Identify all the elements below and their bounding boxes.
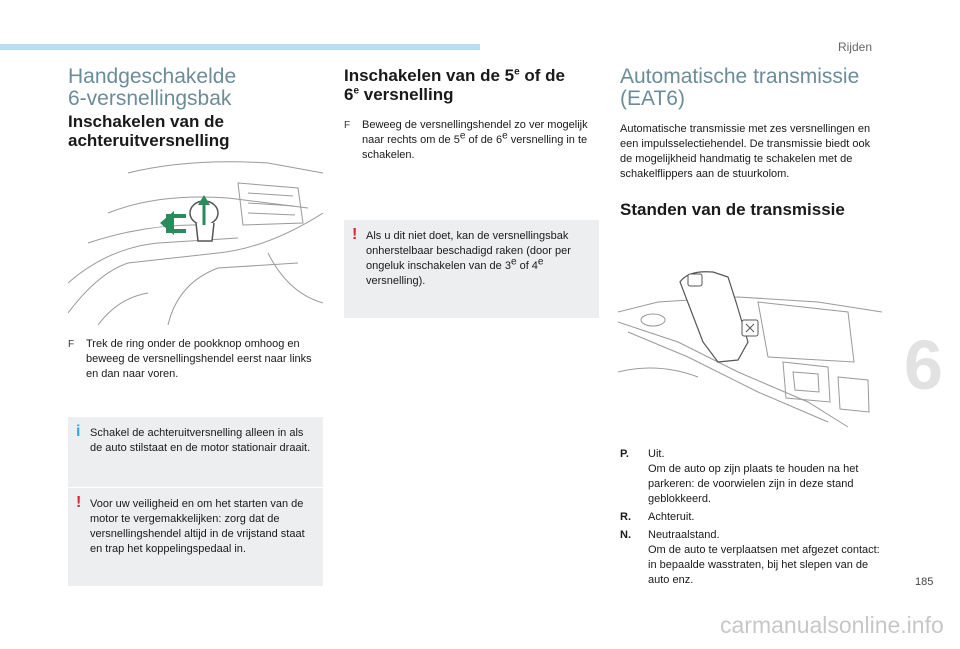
manual-gear-lever-illustration	[68, 153, 323, 325]
automatic-selector-illustration	[618, 262, 882, 437]
column-fifth-sixth-gear	[344, 66, 599, 163]
column-manual-gearbox	[68, 66, 323, 150]
manual-gearbox-title: Handgeschakelde 6-versnellingsbak	[68, 65, 237, 110]
warning-icon: !	[352, 226, 358, 243]
fifth-sixth-gear-instruction: F Beweeg de versnellingshendel zo ver mogelijk naar rechts om de 5e of de 6e versnelling in te schakelen.	[344, 119, 588, 161]
list-item: N. Neutraalstand. Om de auto te verplaatsen met afgezet contact: in bepaalde wasstraten, bij het slepen van de auto enz.	[620, 529, 880, 586]
info-icon: i	[76, 423, 81, 440]
transmission-positions-list	[620, 447, 880, 591]
chapter-number: 6	[904, 326, 943, 404]
transmission-positions-subtitle: Standen van de transmissie	[620, 200, 845, 219]
reverse-gear-subtitle: Inschakelen van de achteruitversnelling	[68, 112, 230, 150]
bullet-marker: F	[344, 120, 351, 131]
section-header: Rijden	[837, 40, 872, 54]
automatic-transmission-intro: Automatische transmissie met zes versnellingen en een impulsselectiehendel. De transmissie biedt ook de mogelijkheid handmatig te schakelen met de schakelflippers aan de stuurkolom.	[620, 123, 871, 180]
list-item: P. Uit. Om de auto op zijn plaats te houden na het parkeren: de voorwielen zijn in deze stand geblokkeerd.	[620, 448, 859, 505]
fifth-sixth-gear-title: Inschakelen van de 5e of de 6e versnelling	[344, 66, 565, 104]
warning-note-gearbox: ! Als u dit niet doet, kan de versnellingsbak onherstelbaar beschadigd raken (door per ongeluk inschakelen van de 3e of 4e versnelling).	[344, 220, 599, 318]
info-note-reverse: i Schakel de achteruitversnelling alleen in als de auto stilstaat en de motor stationair draait.	[68, 417, 323, 487]
automatic-transmission-title: Automatische transmissie (EAT6)	[620, 65, 860, 110]
bullet-marker: F	[68, 339, 75, 350]
warning-icon: !	[76, 494, 82, 511]
page-number: 185	[915, 576, 934, 588]
top-accent-bar	[0, 44, 480, 50]
column-automatic-transmission	[620, 66, 880, 219]
reverse-gear-instruction: F Trek de ring onder de pookknop omhoog en beweeg de versnellingshendel eerst naar links en dan naar voren.	[68, 338, 312, 380]
list-item: R. Achteruit.	[620, 511, 695, 523]
watermark: carmanualsonline.info	[720, 612, 944, 638]
warning-note-start: ! Voor uw veiligheid en om het starten van de motor te vergemakkelijken: zorg dat de versnellingshendel altijd in de vrijstand staat en trap het koppelingspedaal in.	[68, 488, 323, 586]
